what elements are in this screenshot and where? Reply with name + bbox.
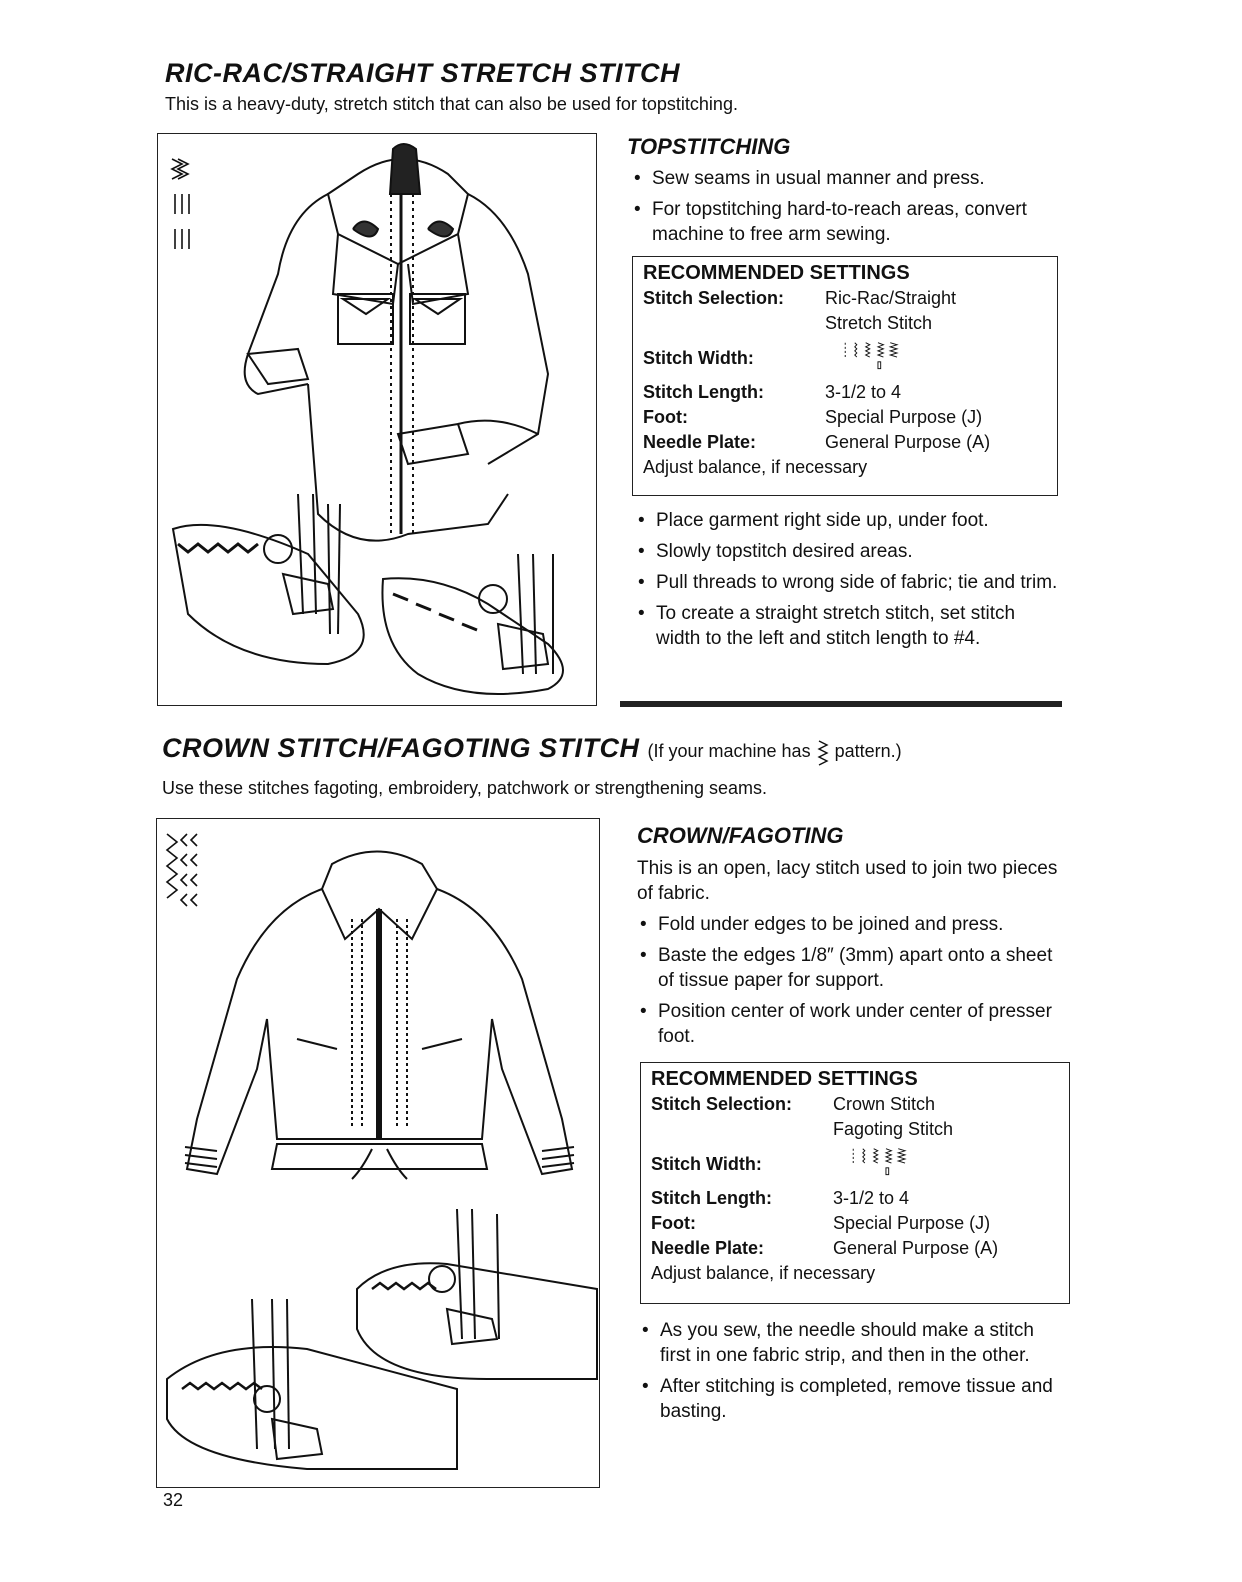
ricrac-stitch-symbol-icon — [172, 159, 189, 249]
jacket-icon — [185, 852, 574, 1180]
list-item: • Baste the edges 1/8″ (3mm) apart onto a sheet of tissue paper for support. — [638, 943, 1066, 993]
stitch-width-scale-icon — [833, 1146, 943, 1176]
settings-title: RECOMMENDED SETTINGS — [651, 1068, 918, 1090]
list-item: • Pull threads to wrong side of fabric; tie and trim. — [636, 570, 1060, 595]
stitch-selection-value: Ric-Rac/Straight — [825, 288, 957, 308]
section1-title: RIC-RAC/STRAIGHT STRETCH STITCH — [165, 58, 680, 88]
section2-title-line — [162, 733, 902, 769]
needle-plate-label: Needle Plate: — [651, 1238, 765, 1258]
section1-subheading: TOPSTITCHING — [627, 134, 791, 159]
western-shirt-icon — [245, 144, 548, 541]
section1-intro: This is a heavy-duty, stretch stitch that can also be used for topstitching. — [165, 94, 738, 114]
stitch-selection-label: Stitch Selection: — [643, 288, 785, 308]
crown-pattern-icon — [816, 739, 830, 769]
stitch-length-label: Stitch Length: — [643, 382, 764, 402]
stitch-length-label: Stitch Length: — [651, 1188, 772, 1208]
stitch-selection-value-2: Stretch Stitch — [825, 313, 933, 333]
page-number: 32 — [163, 1490, 184, 1510]
section2-settings-box — [640, 1062, 1070, 1304]
stitch-selection-value: Crown Stitch — [833, 1094, 936, 1114]
settings-note: Adjust balance, if necessary — [651, 1263, 876, 1283]
jacket-fagoting-illustration — [156, 818, 600, 1488]
stitch-selection-value-2: Fagoting Stitch — [833, 1119, 954, 1139]
list-item: • To create a straight stretch stitch, set stitch width to the left and stitch length to #4. — [636, 601, 1060, 651]
settings-title: RECOMMENDED SETTINGS — [643, 262, 910, 284]
needle-plate-label: Needle Plate: — [643, 432, 757, 452]
foot-value: Special Purpose (J) — [825, 407, 983, 427]
section2-intro: Use these stitches fagoting, embroidery, patchwork or strengthening seams. — [162, 778, 767, 798]
section1-bullets-bottom — [636, 508, 1060, 657]
presser-foot-zigzag-icon — [173, 494, 364, 664]
list-item: • Sew seams in usual manner and press. — [632, 166, 1060, 191]
foot-label: Foot: — [643, 407, 688, 427]
needle-plate-value: General Purpose (A) — [825, 432, 991, 452]
section2-paragraph: This is an open, lacy stitch used to join two pieces of fabric. — [637, 858, 1058, 904]
presser-foot-straight-icon — [382, 554, 563, 694]
section2-bullets-bottom — [640, 1318, 1068, 1430]
stitch-selection-label: Stitch Selection: — [651, 1094, 793, 1114]
list-item: • Fold under edges to be joined and press. — [638, 912, 1066, 937]
section2-title-note — [648, 741, 902, 761]
shirt-topstitch-illustration — [157, 133, 597, 706]
section1-bullets-top — [632, 166, 1060, 253]
section2-subheading: CROWN/FAGOTING — [637, 823, 844, 848]
list-item: • As you sew, the needle should make a stitch first in one fabric strip, and then in the other. — [640, 1318, 1068, 1368]
needle-plate-value: General Purpose (A) — [833, 1238, 999, 1258]
foot-label: Foot: — [651, 1213, 696, 1233]
list-item: • For topstitching hard-to-reach areas, convert machine to free arm sewing. — [632, 197, 1060, 247]
stitch-length-value: 3-1/2 to 4 — [833, 1188, 910, 1208]
foot-value: Special Purpose (J) — [833, 1213, 991, 1233]
section2-title: CROWN STITCH/FAGOTING STITCH — [162, 733, 640, 763]
title-note-after: pattern.) — [834, 741, 902, 761]
list-item: • Place garment right side up, under foot. — [636, 508, 1060, 533]
section-divider — [620, 701, 1062, 707]
section2-bullets-top — [638, 912, 1066, 1055]
list-item: • After stitching is completed, remove tissue and basting. — [640, 1374, 1068, 1424]
list-item: • Position center of work under center of presser foot. — [638, 999, 1066, 1049]
stitch-width-label: Stitch Width: — [643, 347, 754, 368]
list-item: • Slowly topstitch desired areas. — [636, 539, 1060, 564]
stitch-length-value: 3-1/2 to 4 — [825, 382, 902, 402]
crown-stitch-symbol-icon — [167, 834, 197, 906]
fagoting-presser-foot-upper-icon — [357, 1209, 597, 1379]
stitch-width-scale-icon — [825, 340, 935, 370]
settings-note: Adjust balance, if necessary — [643, 457, 868, 477]
title-note-before: (If your machine has — [647, 741, 811, 761]
section1-settings-box — [632, 256, 1058, 496]
fagoting-presser-foot-lower-icon — [167, 1299, 457, 1469]
stitch-width-label: Stitch Width: — [651, 1153, 762, 1174]
